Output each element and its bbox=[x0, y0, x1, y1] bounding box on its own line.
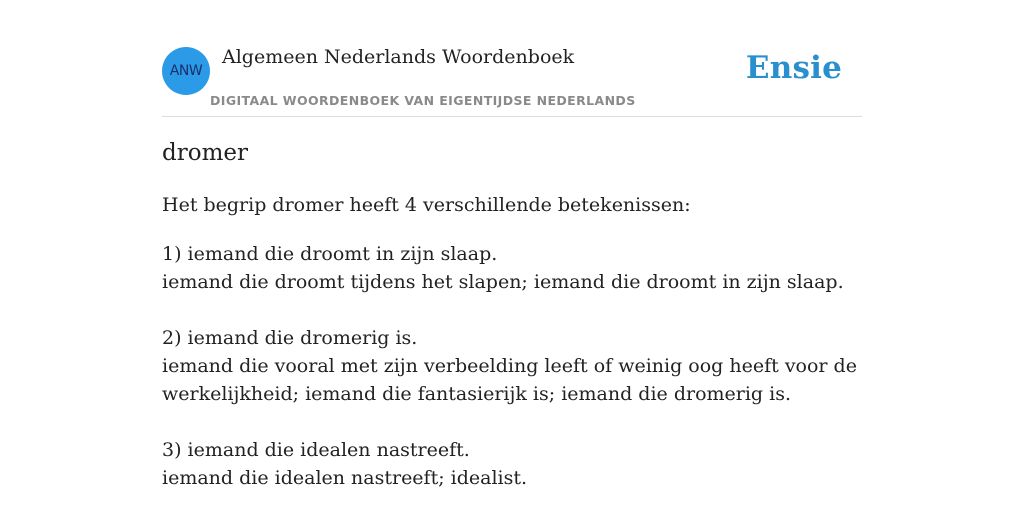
header bbox=[162, 0, 862, 117]
page-container bbox=[162, 0, 862, 489]
meaning-item bbox=[162, 436, 862, 492]
meaning-item bbox=[162, 240, 862, 296]
meaning-title: 2) iemand die dromerig is. bbox=[162, 327, 418, 349]
page-title: dromer bbox=[162, 140, 248, 166]
meaning-definition: iemand die droomt tijdens het slapen; iemand die droomt in zijn slaap. bbox=[162, 271, 844, 293]
anw-logo[interactable] bbox=[162, 47, 210, 95]
meaning-definition: iemand die vooral met zijn verbeelding leeft of weinig oog heeft voor de werkelijkheid; iemand die fantasierijk is; iemand die dromerig is. bbox=[162, 355, 857, 405]
ensie-brand-link[interactable]: Ensie bbox=[745, 50, 842, 86]
meanings-list bbox=[162, 240, 862, 512]
site-title[interactable]: Algemeen Nederlands Woordenboek bbox=[222, 46, 575, 68]
meaning-definition: iemand die idealen nastreeft; idealist. bbox=[162, 467, 528, 489]
logo-text: ANW bbox=[169, 63, 203, 79]
entry-intro: Het begrip dromer heeft 4 verschillende betekenissen: bbox=[162, 194, 691, 216]
site-subtitle: DIGITAAL WOORDENBOEK VAN EIGENTIJDSE NEDERLANDS bbox=[210, 93, 636, 108]
meaning-title: 3) iemand die idealen nastreeft. bbox=[162, 439, 470, 461]
meaning-title: 1) iemand die droomt in zijn slaap. bbox=[162, 243, 498, 265]
meaning-item bbox=[162, 324, 862, 408]
